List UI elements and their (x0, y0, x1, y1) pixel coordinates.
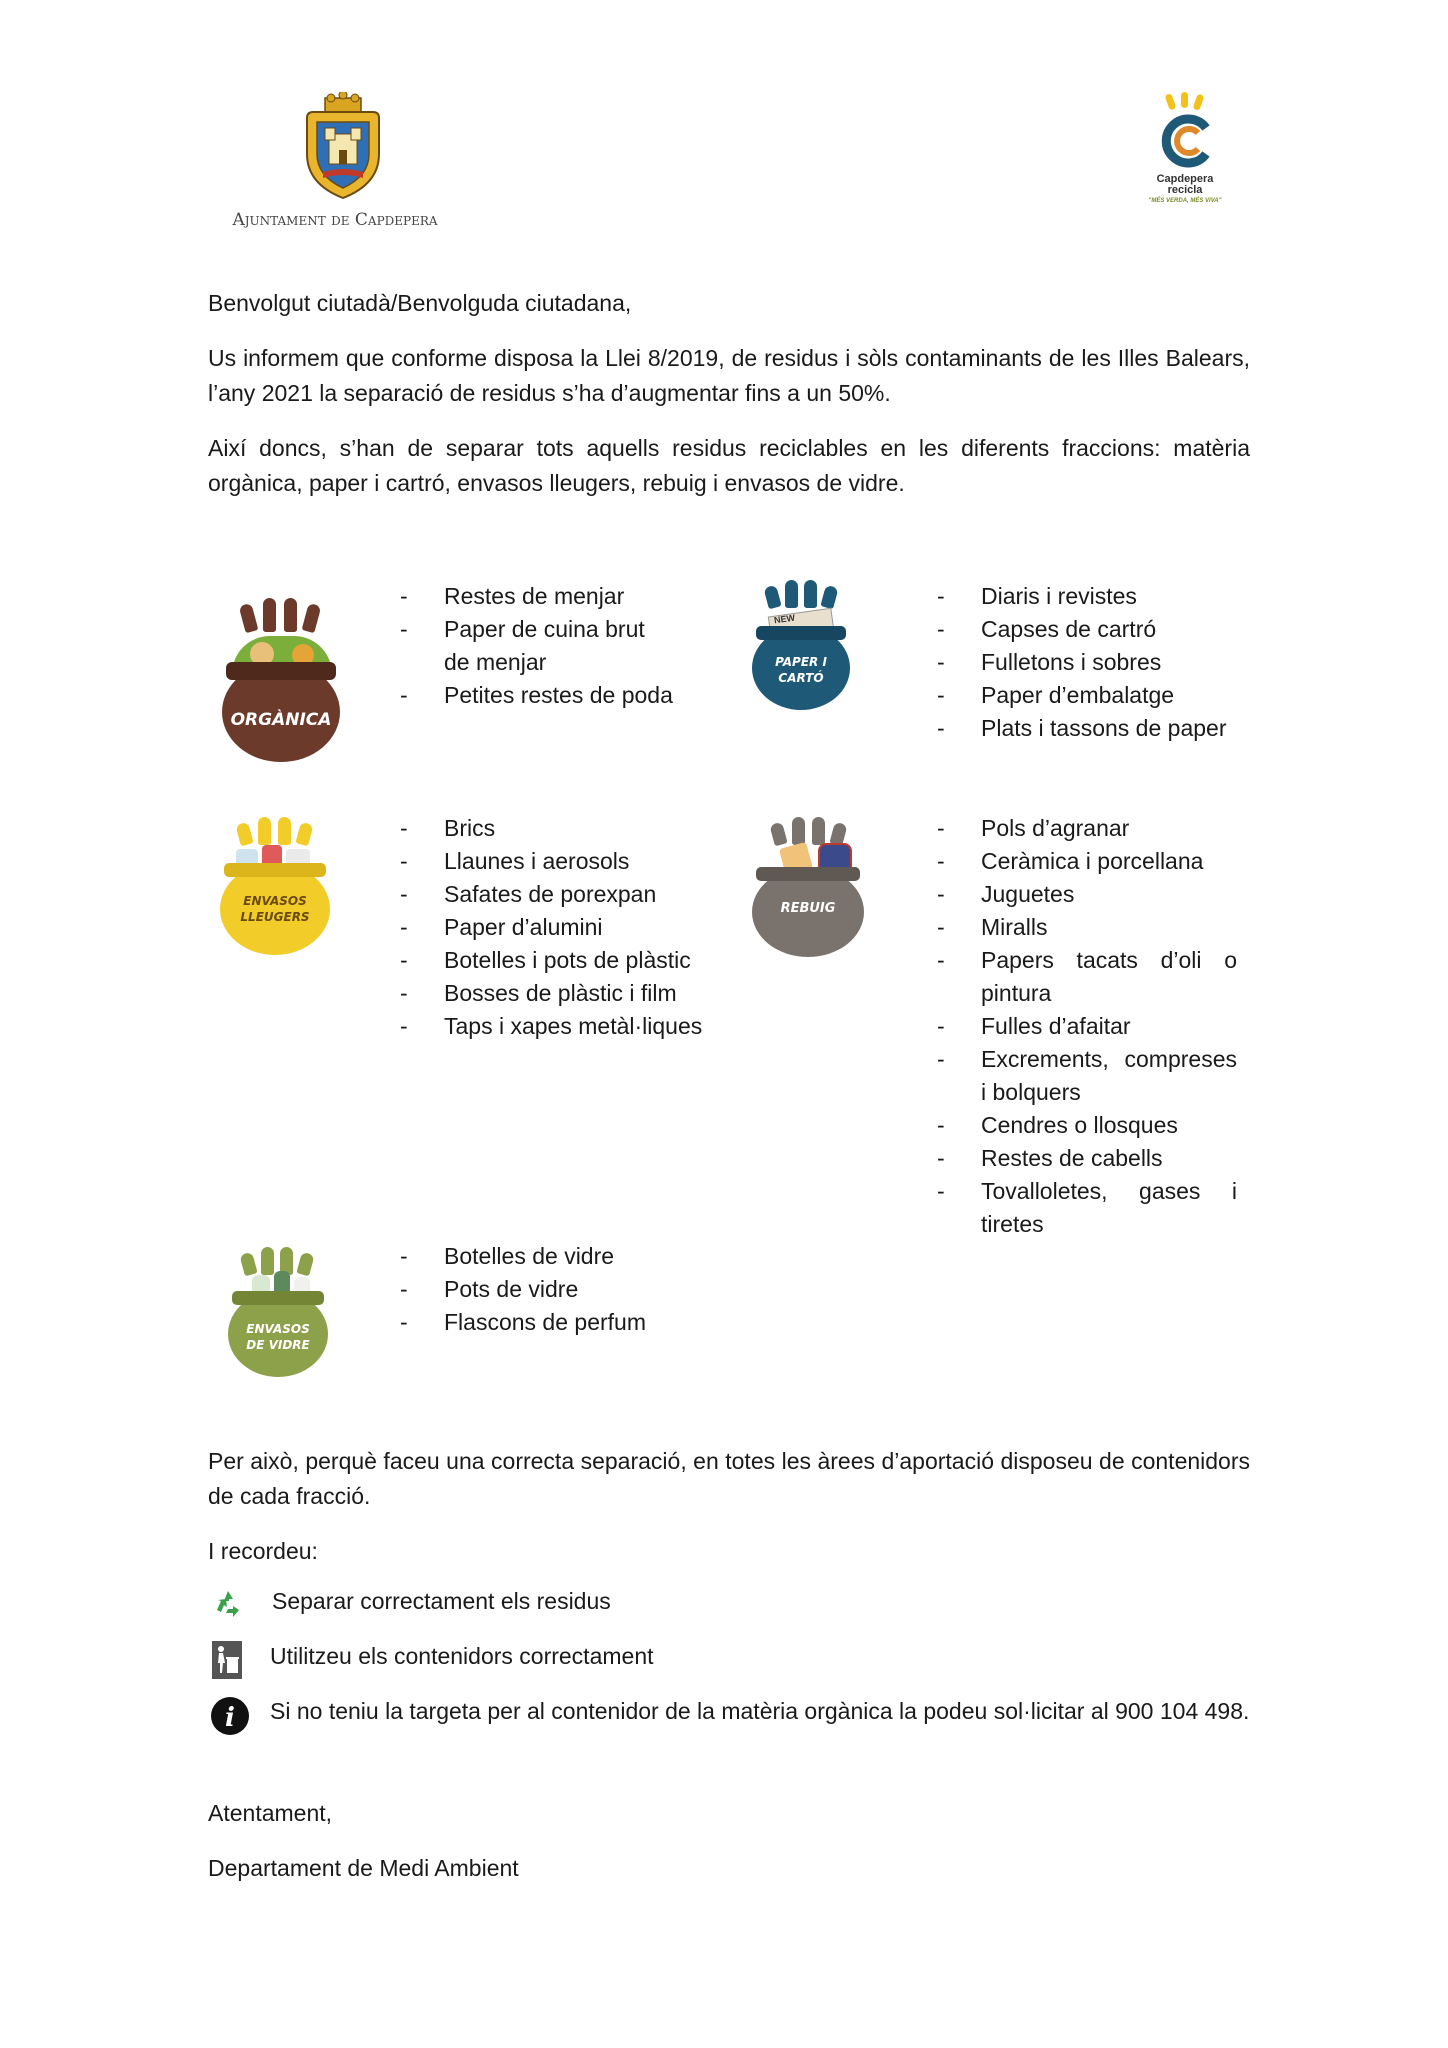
waste-bin-icon (752, 815, 864, 957)
list-item: - Papers tacats d’oli o pintura (937, 944, 1237, 1010)
recycle-brand-icon (1150, 92, 1220, 172)
light-packaging-items-list (400, 812, 740, 1043)
waste-items-list (937, 812, 1237, 1241)
organic-items-list (400, 580, 700, 712)
glass-bin-label-line-1: ENVASOS (246, 1322, 310, 1336)
closing: Atentament, (208, 1800, 333, 1826)
paper-bin-icon (752, 578, 850, 710)
glass-bin-label-line-2: DE VIDRE (246, 1338, 310, 1352)
list-item: - Paper d’alumini (400, 911, 740, 944)
light-packaging-label-line-2: LLEUGERS (240, 910, 310, 924)
municipality-logo (215, 92, 455, 232)
list-item: - Restes de cabells (937, 1142, 1237, 1175)
containers-paragraph: Per això, perquè faceu una correcta separació, en totes les àrees d’aportació disposeu de contenidors de cada fracció. (208, 1448, 1250, 1509)
remember-intro: I recordeu: (208, 1538, 318, 1564)
list-item: - Pols d’agranar (937, 812, 1237, 845)
logo-slogan: "MÉS VERDA, MÉS VIVA" (1148, 198, 1222, 204)
paper-bin-label-line-1: PAPER I (775, 655, 827, 669)
list-item: - Brics (400, 812, 740, 845)
light-packaging-bin-icon (220, 815, 330, 955)
glass-bin-icon (228, 1245, 328, 1377)
info-icon (210, 1696, 250, 1736)
list-item: - Botelles de vidre (400, 1240, 720, 1273)
paper-bin-label-line-2: CARTÓ (778, 671, 824, 685)
list-item: - Ceràmica i porcellana (937, 845, 1237, 878)
greeting: Benvolgut ciutadà/Benvolguda ciutadana, (208, 290, 632, 316)
list-item: - Excrements, compreses i bolquers (937, 1043, 1237, 1109)
list-item: - Fulles d’afaitar (937, 1010, 1237, 1043)
reminder-text: Separar correctament els residus (272, 1588, 611, 1614)
list-item: - Flascons de perfum (400, 1306, 720, 1339)
list-item: - Bosses de plàstic i film (400, 977, 740, 1010)
reminder-text: Utilitzeu els contenidors correctament (270, 1643, 654, 1669)
list-item: - Miralls (937, 911, 1237, 944)
reminder-bins (208, 1639, 1250, 1679)
list-item: - Juguetes (937, 878, 1237, 911)
paper-items-list (937, 580, 1257, 745)
list-item: - Diaris i revistes (937, 580, 1257, 613)
list-item: - Petites restes de poda (400, 679, 700, 712)
list-item: - Tovalloletes, gases i tiretes (937, 1175, 1237, 1241)
organic-bin-label: ORGÀNICA (230, 710, 332, 730)
paper-badge: NEW (773, 612, 796, 626)
list-item: - Safates de porexpan (400, 878, 740, 911)
coat-of-arms-icon (293, 92, 393, 202)
intro-paragraph-law: Us informem que conforme disposa la Llei 8/2019, de residus i sòls contaminants de les Illes Balears, l’any 2021 la separació de residus s’ha d’augmentar fins a un 50%. (208, 345, 1250, 406)
reminder-text: Si no teniu la targeta per al contenidor de la matèria orgànica la podeu sol·licitar al 900 104 498. (270, 1698, 1250, 1724)
signature: Departament de Medi Ambient (208, 1855, 519, 1881)
recycle-icon (212, 1588, 244, 1620)
list-item: - Botelles i pots de plàstic (400, 944, 740, 977)
list-item: - Restes de menjar (400, 580, 700, 613)
waste-bin-label: REBUIG (780, 901, 836, 916)
list-item: - Plats i tassons de paper (937, 712, 1257, 745)
municipality-name: Ajuntament de Capdepera (232, 210, 438, 230)
reminder-info (208, 1694, 1250, 1774)
list-item: - Cendres o llosques (937, 1109, 1237, 1142)
list-item: - Llaunes i aerosols (400, 845, 740, 878)
list-item: - Capses de cartró (937, 613, 1257, 646)
list-item: - Pots de vidre (400, 1273, 720, 1306)
intro-paragraph-fractions: Així doncs, s’han de separar tots aquells residus reciclables en les diferents fraccions: matèria orgànica, paper i cartró, envasos lleugers, rebuig i envasos de vidre. (208, 435, 1250, 496)
glass-items-list (400, 1240, 720, 1339)
list-item: - Fulletons i sobres (937, 646, 1257, 679)
logo-text-capdepera: Capdepera (1156, 173, 1214, 185)
logo-text-recicla: recicla (1167, 184, 1203, 196)
trash-bin-person-icon (212, 1641, 242, 1679)
capdepera-recicla-logo (1140, 92, 1230, 217)
list-item: - Taps i xapes metàl·liques (400, 1010, 740, 1043)
light-packaging-label-line-1: ENVASOS (243, 894, 307, 908)
list-item: - Paper d’embalatge (937, 679, 1257, 712)
list-item: - Paper de cuina brut de menjar (400, 613, 664, 679)
reminder-recycle (208, 1584, 1250, 1624)
svg-text:i: i (225, 1703, 235, 1733)
organic-bin-icon (220, 592, 342, 764)
